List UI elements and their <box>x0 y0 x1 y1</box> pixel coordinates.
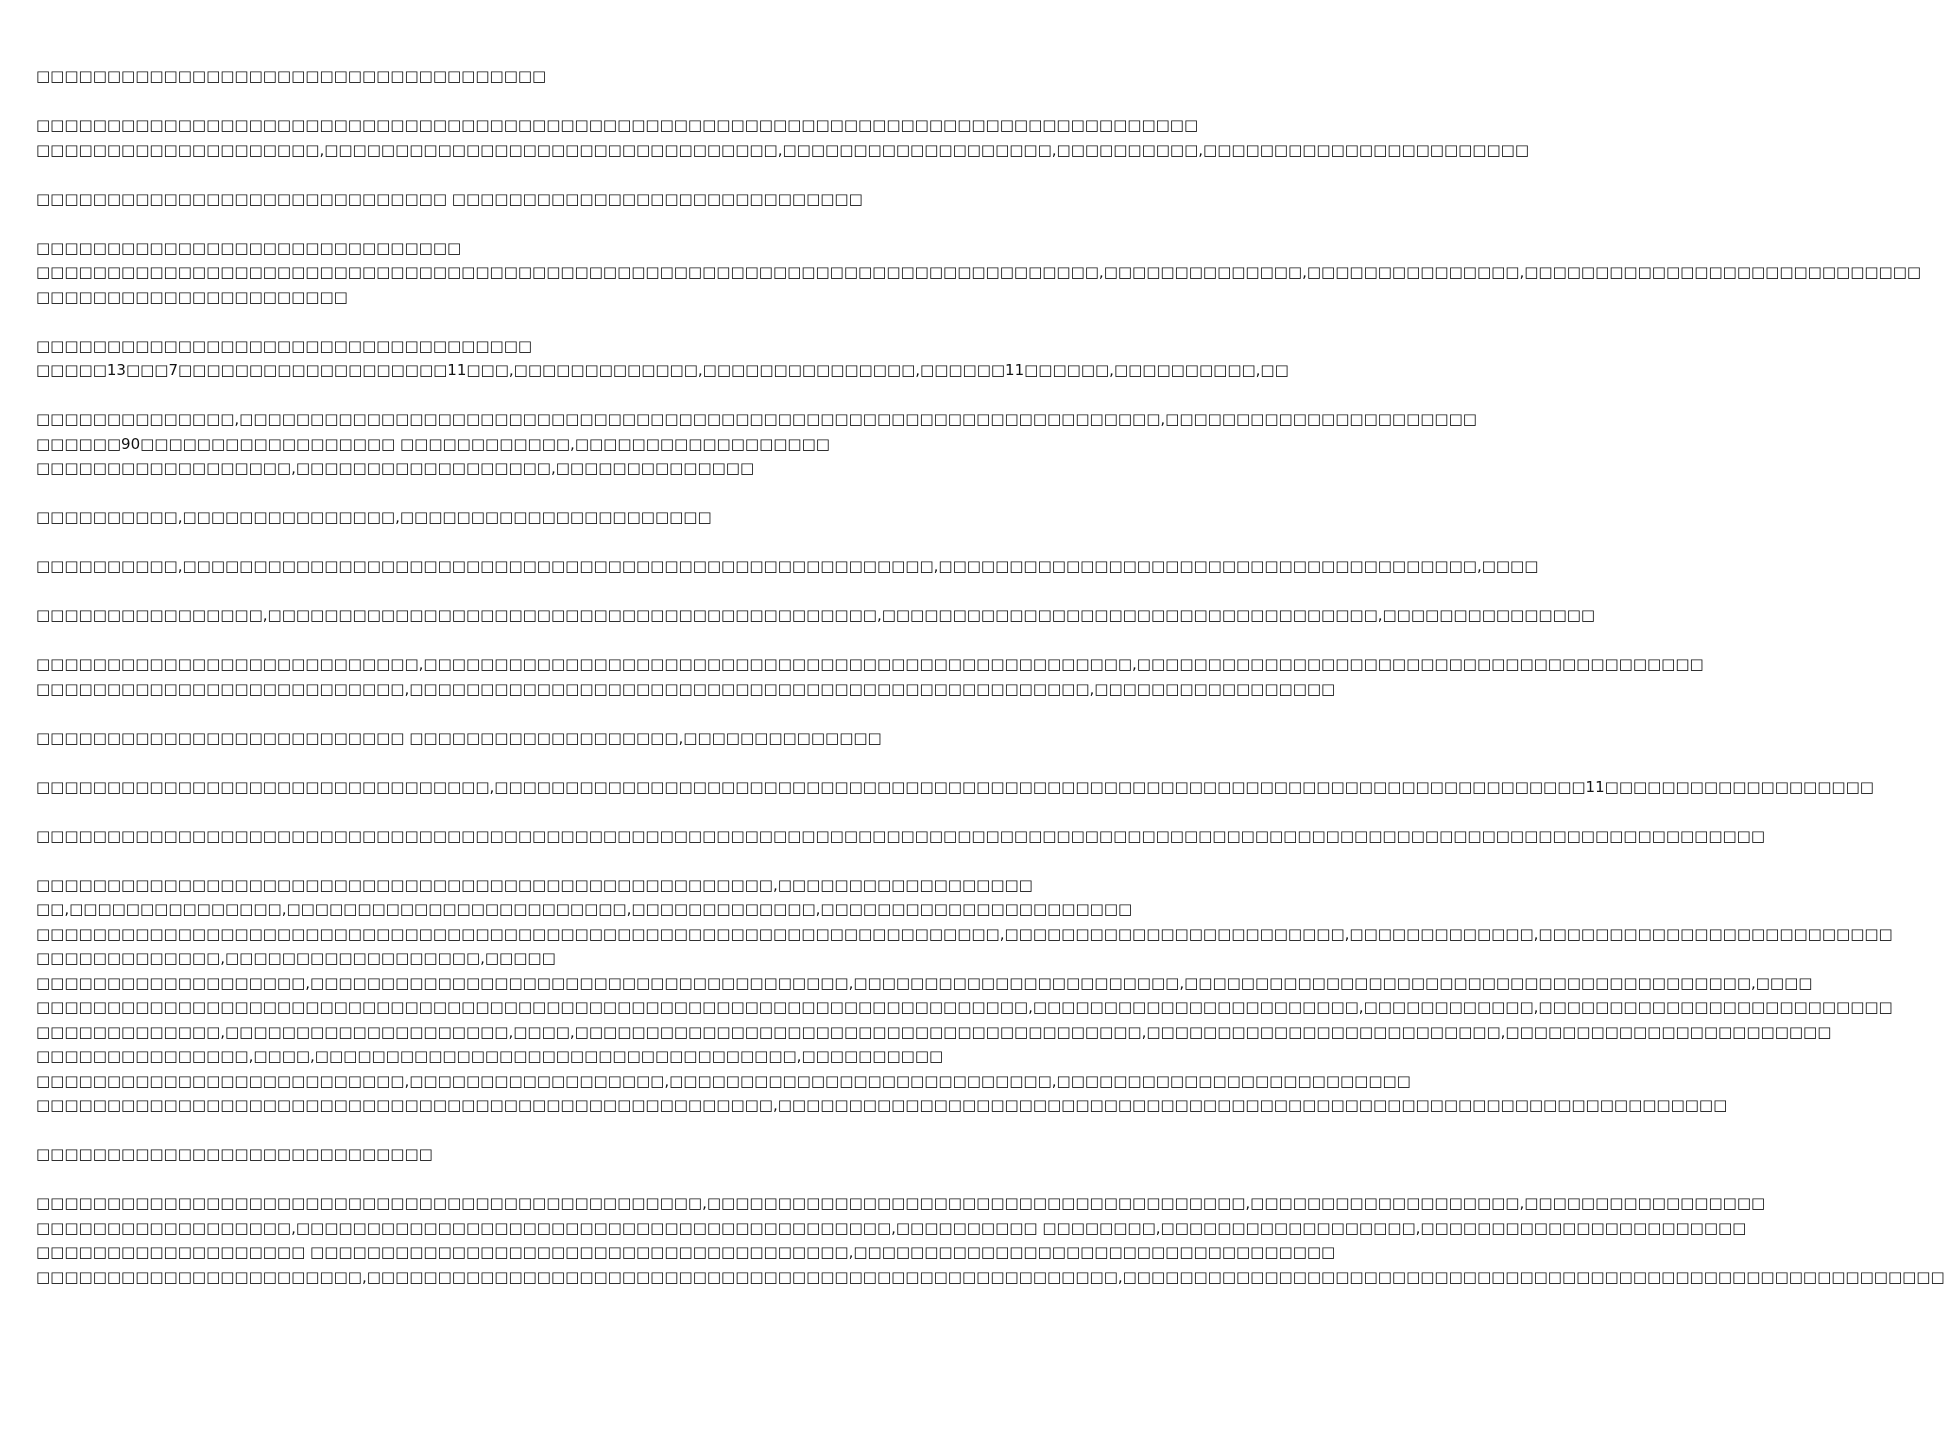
paragraph <box>36 1191 1945 1289</box>
paragraph <box>36 824 1766 849</box>
paragraph <box>36 603 1596 628</box>
text-line: □□□□□13□□□7□□□□□□□□□□□□□□□□□□□11□□□,□□□□□□□□□□□□□,□□□□□□□□□□□□□□□,□□□□□□11□□□□□□,□□□□□□□□□□,□□ <box>36 361 1289 379</box>
text-line: □□□□□□□□□□□□□□□□,□□□□□□□□□□□□□□□□□□□□□□□□□□□□□□□□□□□□□□□□□□□,□□□□□□□□□□□□□□□□□□□□□□□□□□□□□□□□□□□,□□□□□□□□□□□□□□□ <box>36 606 1596 624</box>
text-line: □□□□□□□□□□□□□□□,□□□□,□□□□□□□□□□□□□□□□□□□□□□□□□□□□□□□□□□,□□□□□□□□□□ <box>36 1047 944 1065</box>
paragraph <box>36 113 1529 162</box>
paragraph <box>36 775 1874 800</box>
text-line: □□□□□□□□□□□□□□□□□□□□□□□□□□□□□□□□□□□□□□□□□□□□□□□□□□□□□□□□□□□□□□□□□□□□□□□□□□□,□□□□□□□□□□□□□□,□□□□□□□□□□□□□□□,□□□□□□□□□□□□□□□□□□□□□□□□□□□□ <box>36 263 1922 281</box>
text-line: □□□□□□90□□□□□□□□□□□□□□□□□□ □□□□□□□□□□□□,□□□□□□□□□□□□□□□□□□ <box>36 434 830 453</box>
text-line: □□□□□□□□□□□□□□□□□□□□□□□□□□□□□□□□,□□□□□□□□□□□□□□□□□□□□□□□□□□□□□□□□□□□□□□□□□□□□□□□□□□□□□□□□□□□□□□□□□□□□□□□□□□□□□11□□□□□□□□□□□□□□□□□□□ <box>36 777 1874 796</box>
text-line: □□□□□□□□□□□□□□□□□□□□□□□□□□,□□□□□□□□□□□□□□□□□□□□□□□□□□□□□□□□□□□□□□□□□□□□□□□□,□□□□□□□□□□□□□□□□□ <box>36 679 1336 698</box>
text-line: □□□□□□□□□□□□□□□□□□□□□□□□□□□□□ □□□□□□□□□□□□□□□□□□□□□□□□□□□□□ <box>36 189 863 208</box>
text-line: □□□□□□□□□□□□□□□□□□□□□□□□□□□□□□□□□□□□□□□□□□□□□□□□□□□□,□□□□□□□□□□□□□□□□□□□□□□□□□□□□□□□□□□□□□□□□□□□□□□□□□□□□□□□□□□□□□□□□□□□ <box>36 1096 1728 1114</box>
text-line: □□□□□□□□□□□□□□□□□□□□□□□□□□□□□□□□□□□ <box>36 336 533 355</box>
text-line: □□,□□□□□□□□□□□□□□□,□□□□□□□□□□□□□□□□□□□□□□□□,□□□□□□□□□□□□□,□□□□□□□□□□□□□□□□□□□□□□ <box>36 900 1133 918</box>
text-line: □□□□□□□□□□□□□□□□□□□□□□□□□□□□□□□□□□□□□□□□□□□□□□□,□□□□□□□□□□□□□□□□□□□□□□□□□□□□□□□□□□□□□□,□□□□□□□□□□□□□□□□□□□,□□□□□□□□□□□□□□□□□ <box>36 1194 1766 1212</box>
text-line: □□□□□□□□□□□□□,□□□□□□□□□□□□□□□□□□□□,□□□□,□□□□□□□□□□□□□□□□□□□□□□□□□□□□□□□□□□□□□□□□,□□□□□□□□□□□□□□□□□□□□□□□□□,□□□□□□□□□□□□□□□□□□□□□□□ <box>36 1022 1832 1041</box>
text-line: □□□□□□□□□□□□□□□□□□□□□□□□□□□□□□□□□□□□□□□□□□□□□□□□□□□□□□□□□□□□□□□□□□□□□□□□□□□□□□□□□□ <box>36 116 1199 134</box>
document-body <box>36 64 1945 1314</box>
text-line: □□□□□□□□□□□□□□□□□□□ □□□□□□□□□□□□□□□□□□□□□□□□□□□□□□□□□□□□□□,□□□□□□□□□□□□□□□□□□□□□□□□□□□□□□□□□□ <box>36 1243 1336 1261</box>
text-line: □□□□□□□□□□□□□□□□□□□□□□□□□□□,□□□□□□□□□□□□□□□□□□□□□□□□□□□□□□□□□□□□□□□□□□□□□□□□□□,□□□□□□□□□□□□□□□□□□□□□□□□□□□□□□□□□□□□□□□□ <box>36 655 1704 673</box>
text-line: □□□□□□□□□□□□□□□□□□□□□□□□□□□□□□□□□□□□□□□□□□□□□□□□□□□□□□□□□□□□□□□□□□□□□□□□□□□□□□□□□□□□□□□□□□□□□□□□□□□□□□□□□□□□□□□□□□□□□□□□□□ <box>36 826 1766 845</box>
text-line: □□□□□□□□□□□□□□□□□□□□□□□□□□□□□□ <box>36 238 462 257</box>
text-line: □□□□□□□□□□□□□□□□□□□□□□□□□□,□□□□□□□□□□□□□□□□□□,□□□□□□□□□□□□□□□□□□□□□□□□□□□,□□□□□□□□□□□□□□□□□□□□□□□□□ <box>36 1071 1411 1090</box>
paragraph <box>36 873 1893 1118</box>
paragraph <box>36 64 990 89</box>
paragraph <box>36 334 1289 383</box>
text-line: □□□□□□□□□□□□□□□□□□□□□□□□□□□□□□□□□□□□□□□□□□□□□□□□□□□□□□□□□□□□□□□□□□□□,□□□□□□□□□□□□□□□□□□□□□□□□,□□□□□□□□□□□□□,□□□□□□□□□□□□□□□□□□□□□□□□□ <box>36 924 1893 943</box>
text-line: □□□□□□□□□□□□□□□□□□□□,□□□□□□□□□□□□□□□□□□□□□□□□□□□□□□□□,□□□□□□□□□□□□□□□□□□□,□□□□□□□□□□,□□□□□□□□□□□□□□□□□□□□□□□ <box>36 140 1529 159</box>
paragraph <box>36 652 1704 701</box>
paragraph <box>36 1142 990 1167</box>
text-line: □□□□□□□□□□□□□□□□□□□□□□□□□□□□ <box>36 1145 433 1163</box>
text-line: □□□□□□□□□□□□□□□□□□□□□□□□□□ □□□□□□□□□□□□□□□□□□□,□□□□□□□□□□□□□□ <box>36 728 882 747</box>
paragraph <box>36 505 990 530</box>
text-line: □□□□□□□□□□□□□□□□□□□□□□ <box>36 287 348 306</box>
text-line: □□□□□□□□□□,□□□□□□□□□□□□□□□□□□□□□□□□□□□□□□□□□□□□□□□□□□□□□□□□□□□□□,□□□□□□□□□□□□□□□□□□□□□□□□□□□□□□□□□□□□□□,□□□□ <box>36 557 1539 575</box>
text-line: □□□□□□□□□□□□□□□□□□,□□□□□□□□□□□□□□□□□□,□□□□□□□□□□□□□□ <box>36 459 755 477</box>
text-line: □□□□□□□□□□□□□□,□□□□□□□□□□□□□□□□□□□□□□□□□□□□□□□□□□□□□□□□□□□□□□□□□□□□□□□□□□□□□□□□□,□□□□□□□□□□□□□□□□□□□□□□ <box>36 410 1477 428</box>
paragraph <box>36 726 990 751</box>
text-line: □□□□□□□□□□□□□□□□□□□□□□□□□□□□□□□□□□□□□□□□□□□□□□□□□□□□,□□□□□□□□□□□□□□□□□□ <box>36 875 1033 894</box>
paragraph <box>36 236 1922 310</box>
text-line: □□□□□□□□□□□□□,□□□□□□□□□□□□□□□□□□,□□□□□ <box>36 949 556 967</box>
text-line: □□□□□□□□□□□□□□□□□□□□□□□□□□□□□□□□□□□□□□□□□□□□□□□□□□□□□□□□□□□□□□□□□□□□□□,□□□□□□□□□□□□□□□□□□□□□□□,□□□□□□□□□□□□,□□□□□□□□□□□□□□□□□□□□□□□□□ <box>36 998 1893 1016</box>
text-line: □□□□□□□□□□□□□□□□□□□,□□□□□□□□□□□□□□□□□□□□□□□□□□□□□□□□□□□□□□,□□□□□□□□□□□□□□□□□□□□□□□,□□□□□□□□□□□□□□□□□□□□□□□□□□□□□□□□□□□□□□□□,□□□□ <box>36 973 1813 992</box>
paragraph <box>36 187 990 212</box>
text-line: □□□□□□□□□□,□□□□□□□□□□□□□□□,□□□□□□□□□□□□□□□□□□□□□□ <box>36 508 712 526</box>
text-line: □□□□□□□□□□□□□□□□□□,□□□□□□□□□□□□□□□□□□□□□□□□□□□□□□□□□□□□□□□□□□,□□□□□□□□□□ □□□□□□□□,□□□□□□□□□□□□□□□□□□,□□□□□□□□□□□□□□□□□□□□□□□ <box>36 1218 1747 1237</box>
paragraph <box>36 407 1477 481</box>
text-line: □□□□□□□□□□□□□□□□□□□□□□□,□□□□□□□□□□□□□□□□□□□□□□□□□□□□□□□□□□□□□□□□□□□□□□□□□□□□□,□□□□□□□□□□□□□□□□□□□□□□□□□□□□□□□□□□□□□□□□□□□□□□□□□□□□□□□□□□ <box>36 1267 1945 1286</box>
paragraph <box>36 554 1539 579</box>
text-line: □□□□□□□□□□□□□□□□□□□□□□□□□□□□□□□□□□□□ <box>36 67 547 85</box>
